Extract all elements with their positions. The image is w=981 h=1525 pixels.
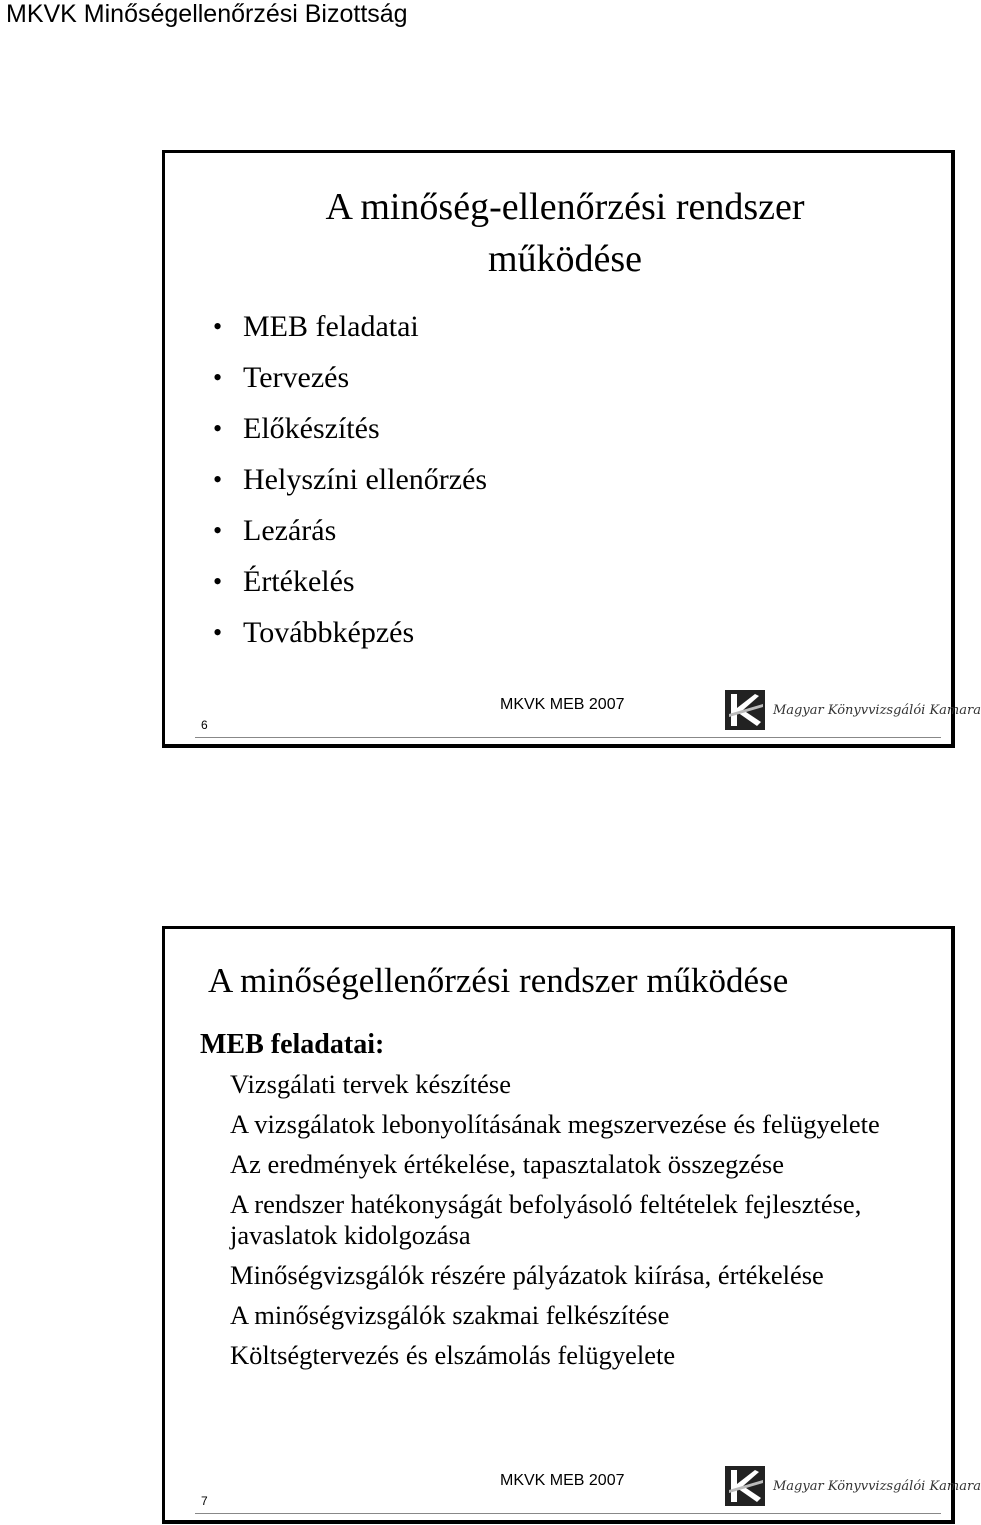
logo-text: Magyar Könyvvizsgálói Kamara <box>773 703 981 718</box>
bullet-item: • Lezárás <box>213 505 487 556</box>
bullet-item: • MEB feladatai <box>213 301 487 352</box>
bullet-item: • Helyszíni ellenőrzés <box>213 454 487 505</box>
bullet-item: • Tervezés <box>213 352 487 403</box>
slide-6 <box>162 150 981 748</box>
slide-title-line-2: működése <box>487 238 643 280</box>
footer-label: MKVK MEB 2007 <box>500 696 625 713</box>
list-item: A vizsgálatok lebonyolításának megszervezése és felügyelete <box>230 1109 880 1139</box>
slide-title-line-1: A minőség-ellenőrzési rendszer <box>325 186 805 228</box>
slide-number: 7 <box>201 1494 208 1508</box>
footer-divider <box>195 737 941 738</box>
document-header: MKVK Minőségellenőrzési Bizottság <box>6 0 408 28</box>
list-item: A minőségvizsgálók szakmai felkészítése <box>230 1300 670 1330</box>
chamber-logo <box>725 690 981 730</box>
logo-mark-icon <box>725 1466 765 1506</box>
logo-text: Magyar Könyvvizsgálói Kamara <box>773 1479 981 1494</box>
list-item: Minőségvizsgálók részére pályázatok kiírása, értékelése <box>230 1260 824 1290</box>
bullet-list <box>213 301 487 658</box>
logo-mark-icon <box>725 690 765 730</box>
slide-subtitle: MEB feladatai: <box>200 1029 385 1060</box>
list-item: A rendszer hatékonyságát befolyásoló feltételek fejlesztése, javaslatok kidolgozása <box>230 1189 862 1250</box>
list-item: Vizsgálati tervek készítése <box>230 1069 511 1099</box>
bullet-item: • Továbbképzés <box>213 607 487 658</box>
slide-title <box>165 181 965 285</box>
bullet-item: • Értékelés <box>213 556 487 607</box>
footer-divider <box>195 1513 941 1514</box>
slide-number: 6 <box>201 718 208 732</box>
bullet-item: • Előkészítés <box>213 403 487 454</box>
list-item: Költségtervezés és elszámolás felügyelete <box>230 1340 676 1370</box>
slide-7 <box>162 926 981 1524</box>
chamber-logo <box>725 1466 981 1506</box>
list-item: Az eredmények értékelése, tapasztalatok összegzése <box>230 1149 785 1179</box>
slide-title: A minőségellenőrzési rendszer működése <box>208 961 789 1000</box>
footer-label: MKVK MEB 2007 <box>500 1472 625 1489</box>
task-list <box>230 1069 950 1380</box>
